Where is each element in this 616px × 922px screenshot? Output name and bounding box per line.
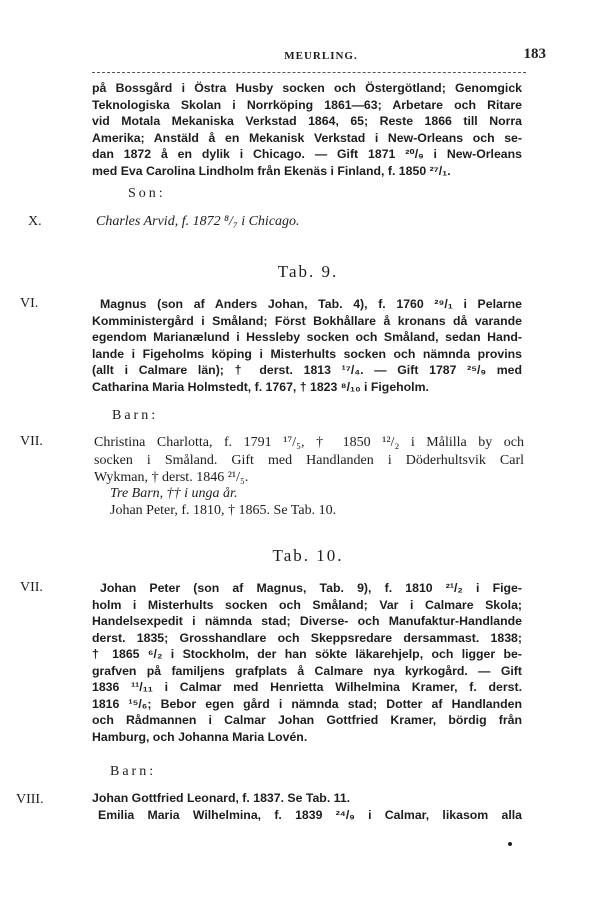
text-line: holm i Misterhults socken och Småland; Var i Calmare Skola;: [92, 597, 522, 612]
text-line: 1816 ¹⁵/₆; Bebor egen gård i nämnda stad; Dotter af Handlanden: [92, 696, 522, 711]
running-title: MEURLING.: [284, 50, 358, 62]
header-rule: [92, 72, 526, 73]
generation-number: VIII.: [16, 792, 44, 807]
generation-number: VI.: [20, 296, 39, 311]
text-line: Komministergård i Småland; Först Bokhållare å kronans då varande: [92, 313, 522, 328]
page-number: 183: [523, 46, 546, 62]
text-line: Handelsexpedit i nämnda stad; Diverse- och Manufaktur-Handlande: [92, 614, 522, 628]
text-line: med Eva Carolina Lindholm från Ekenäs i Finland, f. 1850 ²⁷/₁.: [92, 163, 451, 178]
text-line: Teknologiska Skolan i Norrköping 1861—63; Arbetare och Ritare: [92, 97, 522, 112]
page-header: [96, 46, 546, 66]
tab-heading: Tab. 9.: [277, 262, 339, 281]
text-line: Hamburg, och Johanna Maria Lovén.: [92, 729, 308, 744]
child-entry-text: Johan Peter, f. 1810, † 1865. Se Tab. 10.: [110, 503, 337, 518]
text-line: Amerika; Anstäld å en Mekanisk Verkstad i New-Orleans och se-: [92, 130, 522, 145]
text-line: dan 1872 å en dylik i Chicago. — Gift 1871 ²⁰/₉ i New-Orleans: [92, 147, 522, 161]
continued-entry: [92, 80, 522, 179]
child-entry: [110, 486, 237, 502]
text-line: derst. 1835; Grosshandlare och Skeppsredare dersammast. 1838;: [92, 630, 522, 645]
tab9-entry: [92, 296, 522, 395]
text-line: Emilia Maria Wilhelmina, f. 1839 ²⁴/₉ i Calmar, likasom alla: [98, 807, 522, 822]
text-line: 1836 ¹¹/₁₁ i Calmar med Henrietta Wilhelmina Kramer, f. derst.: [92, 680, 522, 694]
tab-heading: Tab. 10.: [272, 546, 344, 565]
children-heading: Barn:: [110, 764, 157, 779]
text-line: Christina Charlotta, f. 1791 ¹⁷/₅, † 1850 ¹²/₂ i Målilla by och: [94, 435, 524, 450]
text-line: grafven på familjens grafplats å Calmare nya kyrkogård. — Gift: [92, 663, 522, 678]
son-entry: [96, 214, 300, 230]
text-line: Johan Peter (son af Magnus, Tab. 9), f. 1810 ²¹/₂ i Fige-: [100, 581, 522, 595]
text-line: vid Motala Mekaniska Verkstad 1864, 65; Reste 1866 till Norra: [92, 114, 522, 128]
text-line: socken i Småland. Gift med Handlanden i Döderhultsvik Carl: [94, 452, 524, 468]
text-line: Magnus (son af Anders Johan, Tab. 4), f. 1760 ²⁹/₁ i Pelarne: [100, 297, 522, 311]
generation-number: X.: [28, 214, 42, 229]
text-line: Wykman, † derst. 1846 ²¹/₅.: [94, 470, 249, 485]
generation-number: VII.: [20, 434, 43, 449]
child-entry: [110, 503, 336, 519]
tab10-entry: [92, 580, 522, 745]
text-line: Catharina Maria Holmstedt, f. 1767, † 1823 ⁸/₁₀ i Figeholm.: [92, 379, 429, 394]
text-line: (allt i Calmare län); † derst. 1813 ¹⁷/₄. — Gift 1787 ²⁵/₉ med: [92, 363, 522, 377]
ink-speck: [508, 842, 512, 846]
text-line: egendom Marianælund i Hessleby socken och Småland, sedan Hand-: [92, 330, 522, 344]
text-line: † 1865 ⁶/₂ i Stockholm, der han sökte läkarehjelp, och ligger be-: [92, 647, 522, 661]
son-heading: Son:: [128, 186, 166, 201]
text-line: och Rådmannen i Calmar Johan Gottfried Kramer, bördig från: [92, 713, 522, 727]
generation-number: VII.: [20, 580, 43, 595]
text-line: lande i Figeholms köping i Misterhults socken och nämnda provins: [92, 346, 522, 361]
tab10-children: [92, 790, 522, 823]
children-heading: Barn:: [112, 408, 159, 423]
text-line: på Bossgård i Östra Husby socken och Östergötland; Genomgick: [92, 81, 522, 95]
tab9-children: [94, 434, 524, 487]
son-entry-text: Charles Arvid, f. 1872 ⁸/₇ i Chicago.: [96, 214, 300, 229]
text-line: Johan Gottfried Leonard, f. 1837. Se Tab. 11.: [92, 791, 351, 805]
child-entry-text: Tre Barn, †† i unga år.: [110, 486, 238, 501]
